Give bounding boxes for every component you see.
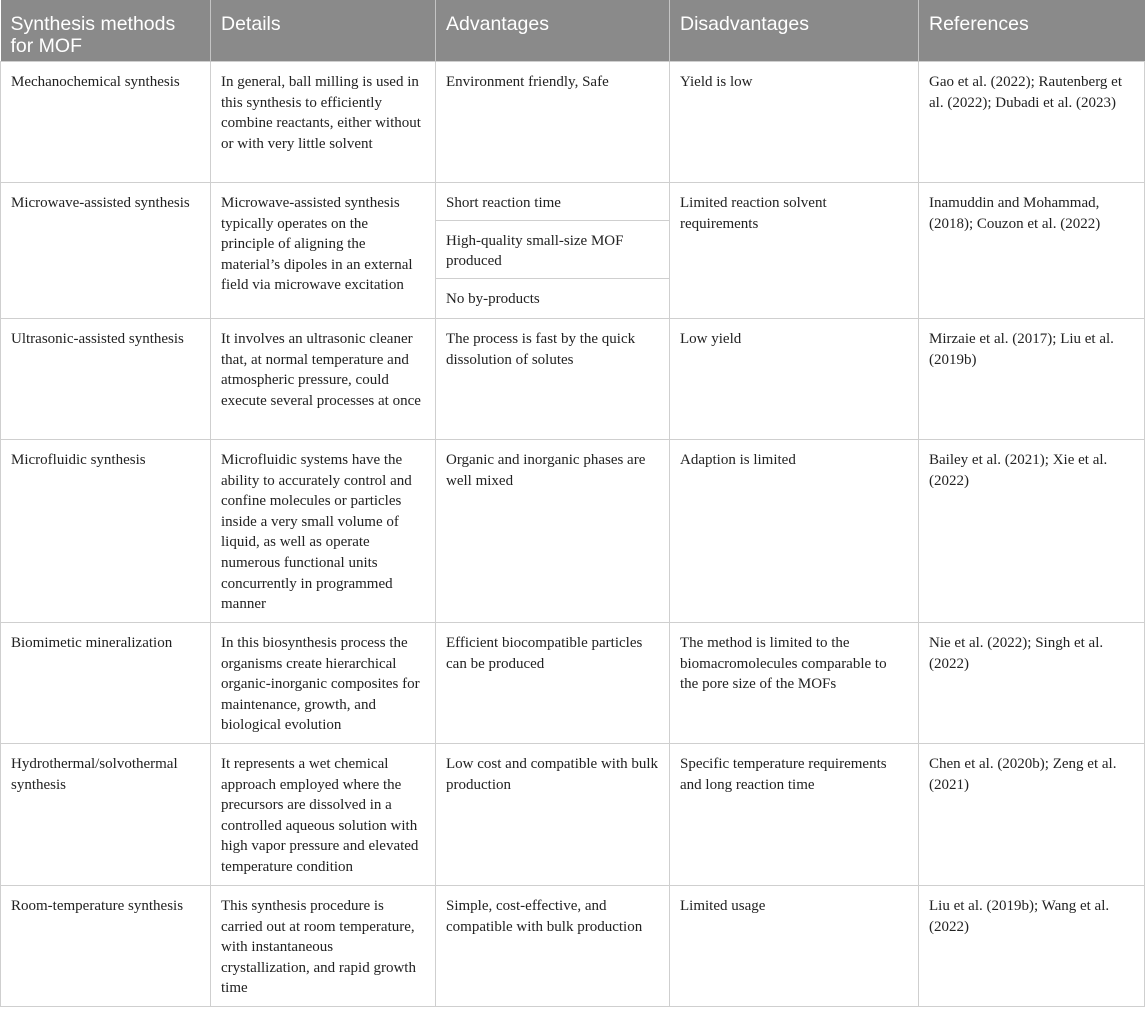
details-cell: In this biosynthesis process the organisms create hierarchical organic-inorganic composites for maintenance, growth, and biological evolution	[211, 623, 436, 744]
references-cell: Liu et al. (2019b); Wang et al. (2022)	[919, 886, 1145, 1007]
details-cell: Microwave-assisted synthesis typically operates on the principle of aligning the material’s dipoles in an external field via microwave excitation	[211, 183, 436, 319]
header-synthesis-methods: Synthesis methods for MOF	[1, 0, 211, 62]
method-cell: Hydrothermal/solvothermal synthesis	[1, 744, 211, 886]
advantage-item: Short reaction time	[436, 183, 669, 221]
table-row	[1, 319, 1145, 440]
disadvantages-cell: Yield is low	[670, 62, 919, 183]
details-cell: It involves an ultrasonic cleaner that, at normal temperature and atmospheric pressure, could execute several processes at once	[211, 319, 436, 440]
table-row	[1, 886, 1145, 1007]
details-cell: This synthesis procedure is carried out at room temperature, with instantaneous crystallization, and rapid growth time	[211, 886, 436, 1007]
table-row	[1, 62, 1145, 183]
disadvantages-cell: Limited reaction solvent requirements	[670, 183, 919, 319]
disadvantages-cell: Limited usage	[670, 886, 919, 1007]
table-row	[1, 623, 1145, 744]
advantage-item: High-quality small-size MOF produced	[436, 221, 669, 279]
advantages-cell: Simple, cost-effective, and compatible with bulk production	[436, 886, 670, 1007]
method-cell: Mechanochemical synthesis	[1, 62, 211, 183]
header-advantages: Advantages	[436, 0, 670, 62]
advantages-cell: Environment friendly, Safe	[436, 62, 670, 183]
advantages-cell: Organic and inorganic phases are well mixed	[436, 440, 670, 623]
references-cell: Chen et al. (2020b); Zeng et al. (2021)	[919, 744, 1145, 886]
table-row	[1, 440, 1145, 623]
disadvantages-cell: Low yield	[670, 319, 919, 440]
details-cell: Microfluidic systems have the ability to accurately control and confine molecules or particles inside a very small volume of liquid, as well as operate numerous functional units concurrently in programmed manner	[211, 440, 436, 623]
disadvantages-cell: The method is limited to the biomacromolecules comparable to the pore size of the MOFs	[670, 623, 919, 744]
header-details: Details	[211, 0, 436, 62]
table-header-row	[1, 0, 1145, 62]
details-cell: In general, ball milling is used in this synthesis to efficiently combine reactants, either without or with very little solvent	[211, 62, 436, 183]
table-row	[1, 183, 1145, 319]
header-disadvantages: Disadvantages	[670, 0, 919, 62]
method-cell: Ultrasonic-assisted synthesis	[1, 319, 211, 440]
references-cell: Gao et al. (2022); Rautenberg et al. (2022); Dubadi et al. (2023)	[919, 62, 1145, 183]
references-cell: Nie et al. (2022); Singh et al. (2022)	[919, 623, 1145, 744]
advantages-cell: The process is fast by the quick dissolution of solutes	[436, 319, 670, 440]
method-cell: Microfluidic synthesis	[1, 440, 211, 623]
method-cell: Biomimetic mineralization	[1, 623, 211, 744]
disadvantages-cell: Adaption is limited	[670, 440, 919, 623]
advantages-cell: Efficient biocompatible particles can be produced	[436, 623, 670, 744]
advantage-item: No by-products	[446, 290, 540, 307]
header-references: References	[919, 0, 1145, 62]
method-cell: Microwave-assisted synthesis	[1, 183, 211, 319]
advantages-cell	[436, 183, 670, 319]
advantages-cell: Low cost and compatible with bulk production	[436, 744, 670, 886]
details-cell: It represents a wet chemical approach employed where the precursors are dissolved in a controlled aqueous solution with high vapor pressure and elevated temperature condition	[211, 744, 436, 886]
references-cell: Mirzaie et al. (2017); Liu et al. (2019b)	[919, 319, 1145, 440]
table-row	[1, 744, 1145, 886]
method-cell: Room-temperature synthesis	[1, 886, 211, 1007]
disadvantages-cell: Specific temperature requirements and long reaction time	[670, 744, 919, 886]
references-cell: Inamuddin and Mohammad, (2018); Couzon et al. (2022)	[919, 183, 1145, 319]
references-cell: Bailey et al. (2021); Xie et al. (2022)	[919, 440, 1145, 623]
